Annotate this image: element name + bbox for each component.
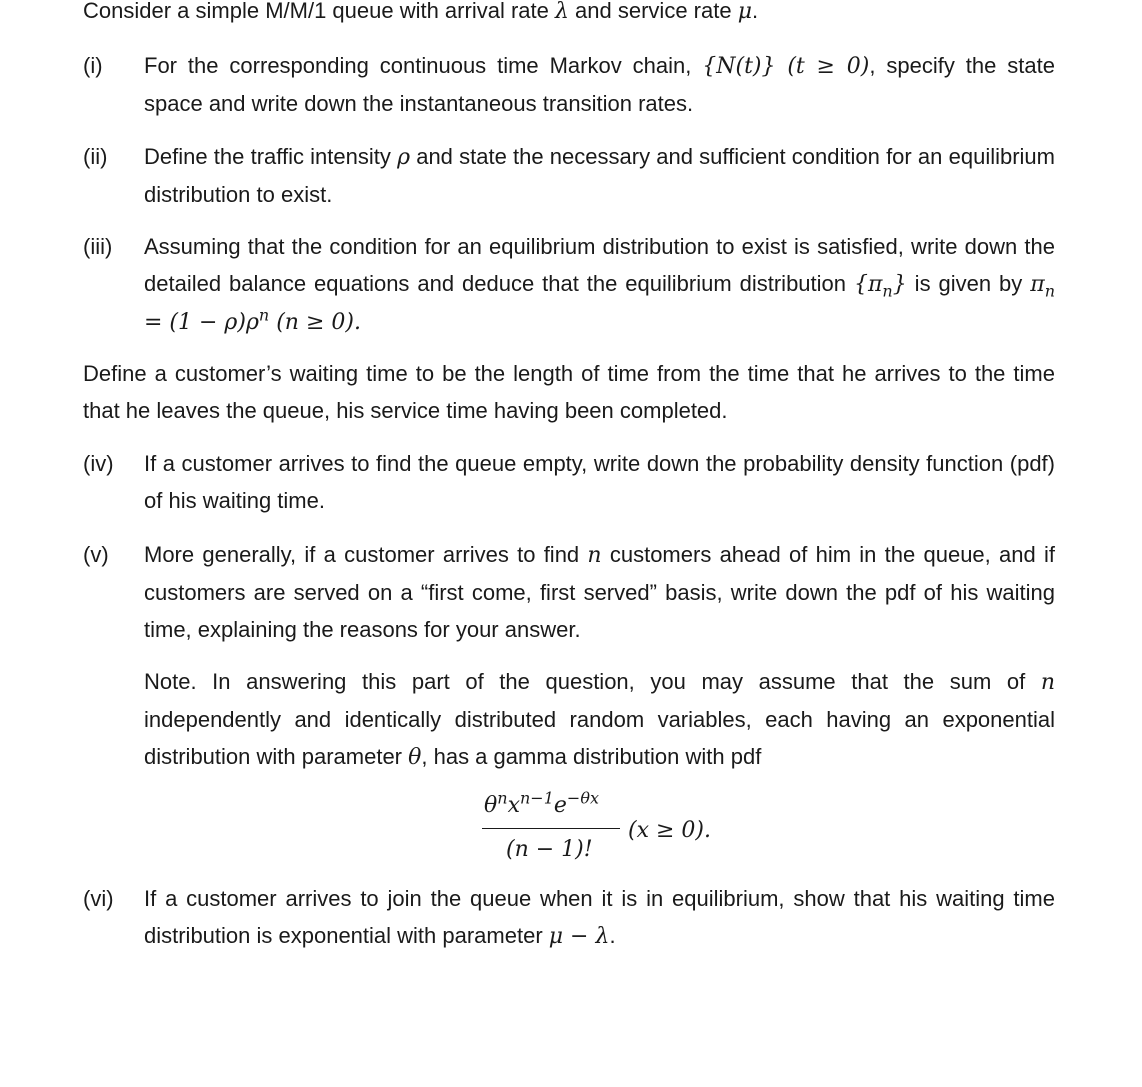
item-text: Define the traffic intensity ρ and state the necessary and sufficient condition for an equilibrium distribution to exist.	[144, 144, 1055, 207]
pi-set-expression: $\{\pi_n\}$	[853, 272, 907, 301]
question-item-ii	[83, 138, 1055, 213]
lambda-symbol: λ	[554, 0, 569, 24]
fraction-denominator: (n − 1)!	[506, 837, 593, 862]
item-text: Assuming that the condition for an equilibrium distribution to exist is satisfied, write down the detailed balance equations and deduce that the equilibrium distribution $\{\pi_n\}$ is given by $\pi_n = (1 - \rho)\rho^n$ (n ≥ 0).	[144, 234, 1055, 335]
n-symbol: n	[1040, 670, 1055, 695]
theta-symbol: θ	[408, 745, 422, 770]
gamma-pdf-formula	[478, 783, 738, 865]
fraction-numerator: $\theta^nx^{n-1}e^{-\theta x}$	[484, 788, 599, 818]
gamma-note: Note. In answering this part of the question, you may assume that the sum of n independently and identically distributed random variables, each having an exponential distribution with parameter θ, has a gamma distribution with pdf	[144, 669, 1055, 770]
fraction-bar	[482, 828, 620, 829]
item-label: (v)	[83, 542, 109, 567]
exponential-parameter: μ − λ	[548, 924, 610, 949]
item-text: For the corresponding continuous time Markov chain, {N(t)} (t ≥ 0), specify the state space and write down the instantaneous transition rates.	[144, 53, 1056, 116]
item-label: (vi)	[83, 886, 114, 911]
mu-symbol: μ	[737, 0, 752, 24]
item-text: If a customer arrives to join the queue when it is in equilibrium, show that his waiting time distribution is exponential with parameter μ − λ.	[144, 886, 1055, 949]
item-label: (ii)	[83, 144, 108, 169]
question-item-iv	[83, 445, 1055, 519]
item-text: If a customer arrives to find the queue empty, write down the probability density function (pdf) of his waiting time.	[144, 451, 1055, 513]
domain-condition: (x ≥ 0).	[628, 818, 711, 843]
item-text: More generally, if a customer arrives to find n customers ahead of him in the queue, and if customers are served on a “first come, first served” basis, write down the pdf of his waiting time, explaining the reasons for your answer.	[144, 542, 1055, 642]
rho-symbol: ρ	[397, 145, 411, 170]
question-item-iii	[83, 228, 1055, 341]
question-item-i	[83, 47, 1055, 122]
intro-sentence: Consider a simple M/M/1 queue with arrival rate λ and service rate μ.	[83, 0, 759, 24]
question-item-v	[83, 536, 1055, 648]
waiting-time-definition: Define a customer’s waiting time to be the length of time from the time that he arrives to the time that he leaves the queue, his service time having been completed.	[83, 361, 1055, 423]
question-item-vi	[83, 880, 1055, 955]
item-label: (i)	[83, 53, 103, 78]
equilibrium-formula: $\pi_n = (1 - \rho)\rho^n$ (n ≥ 0).	[144, 272, 1055, 335]
item-label: (iv)	[83, 451, 114, 476]
item-label: (iii)	[83, 234, 113, 259]
markov-chain-expression: {N(t)} (t ≥ 0)	[702, 54, 870, 79]
n-symbol: n	[587, 543, 602, 568]
